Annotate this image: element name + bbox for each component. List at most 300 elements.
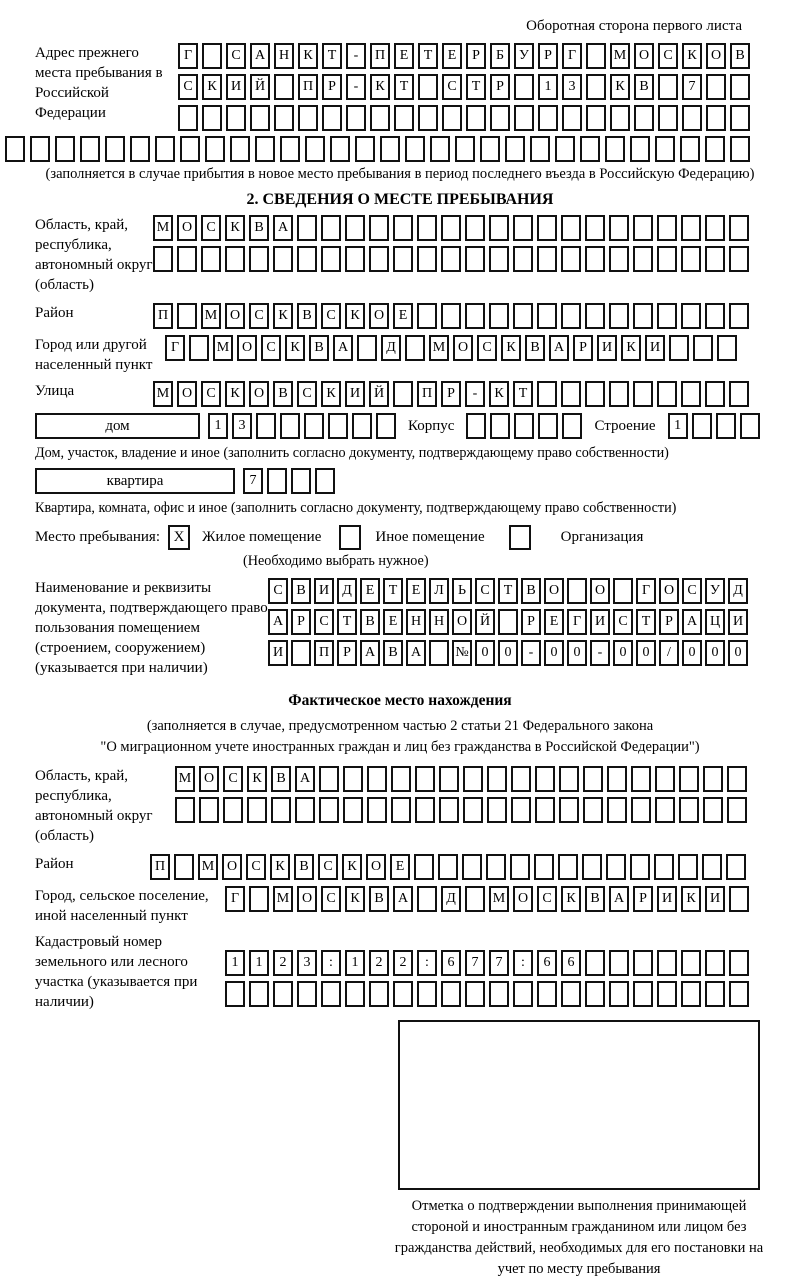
char-box <box>153 246 173 272</box>
char-box: К <box>225 215 245 241</box>
char-box <box>343 797 363 823</box>
ulitsa-label: Улица <box>35 383 75 399</box>
stamp-box <box>398 1020 760 1190</box>
char-box <box>680 136 700 162</box>
char-box: А <box>682 609 702 635</box>
char-box <box>729 886 749 912</box>
char-box <box>705 950 725 976</box>
char-box <box>291 468 311 494</box>
char-box: О <box>177 381 197 407</box>
char-box <box>586 43 606 69</box>
char-box: Д <box>337 578 357 604</box>
char-box <box>297 215 317 241</box>
fact-oblast-grid-row <box>175 766 747 792</box>
char-box: О <box>237 335 257 361</box>
char-box <box>567 578 587 604</box>
char-box <box>273 981 293 1007</box>
char-box <box>585 981 605 1007</box>
char-box <box>489 303 509 329</box>
char-box: А <box>273 215 293 241</box>
char-box <box>415 766 435 792</box>
char-box: 7 <box>489 950 509 976</box>
char-box <box>441 303 461 329</box>
char-box <box>717 335 737 361</box>
char-box: С <box>178 74 198 100</box>
char-box <box>682 105 702 131</box>
doc-grid-row <box>268 578 748 604</box>
char-box: Г <box>636 578 656 604</box>
kadastr-rows <box>225 950 749 1007</box>
prev-address-rows <box>178 43 750 131</box>
char-box <box>729 246 749 272</box>
char-box <box>202 43 222 69</box>
char-box: : <box>417 950 437 976</box>
char-box: - <box>521 640 541 666</box>
char-box: П <box>150 854 170 880</box>
char-box <box>462 854 482 880</box>
char-box <box>370 105 390 131</box>
char-box <box>681 246 701 272</box>
char-box: М <box>610 43 630 69</box>
char-box <box>189 335 209 361</box>
char-box <box>355 136 375 162</box>
fact-title: Фактическое место нахождения <box>288 692 512 709</box>
char-box: С <box>321 303 341 329</box>
char-box: 0 <box>544 640 564 666</box>
char-box: 3 <box>232 413 252 439</box>
char-box: К <box>561 886 581 912</box>
char-box <box>535 766 555 792</box>
inoe-label: Иное помещение <box>375 529 485 545</box>
char-box: В <box>294 854 314 880</box>
char-box <box>304 413 324 439</box>
char-box <box>417 215 437 241</box>
char-box: М <box>273 886 293 912</box>
char-box <box>727 797 747 823</box>
char-box <box>727 766 747 792</box>
char-box <box>702 854 722 880</box>
char-box <box>657 981 677 1007</box>
char-box <box>321 215 341 241</box>
char-box <box>606 854 626 880</box>
char-box <box>561 981 581 1007</box>
char-box <box>513 215 533 241</box>
fact-note-line1: (заполняется в случае, предусмотренном частью 2 статьи 21 Федерального закона <box>146 718 654 734</box>
char-box <box>613 578 633 604</box>
char-box <box>315 468 335 494</box>
char-box: Р <box>573 335 593 361</box>
char-box <box>706 105 726 131</box>
char-box <box>291 640 311 666</box>
char-box: К <box>342 854 362 880</box>
mesto-note: (Необходимо выбрать нужное) <box>243 553 429 569</box>
char-box: О <box>297 886 317 912</box>
char-box: Т <box>498 578 518 604</box>
char-box <box>393 381 413 407</box>
char-box <box>513 981 533 1007</box>
char-box <box>345 215 365 241</box>
char-box <box>417 981 437 1007</box>
char-box <box>511 797 531 823</box>
char-box: К <box>225 381 245 407</box>
char-box <box>256 413 276 439</box>
char-box: В <box>309 335 329 361</box>
char-box: Р <box>291 609 311 635</box>
char-box: Е <box>393 303 413 329</box>
char-box <box>247 797 267 823</box>
char-box <box>655 136 675 162</box>
char-box <box>679 797 699 823</box>
char-box <box>633 381 653 407</box>
char-box: В <box>585 886 605 912</box>
char-box <box>418 74 438 100</box>
page-title: Оборотная сторона первого листа <box>526 18 742 34</box>
char-box: Т <box>418 43 438 69</box>
char-box: И <box>226 74 246 100</box>
char-box <box>455 136 475 162</box>
char-box <box>417 886 437 912</box>
char-box <box>693 335 713 361</box>
char-box <box>561 215 581 241</box>
char-box: С <box>261 335 281 361</box>
char-box: О <box>452 609 472 635</box>
char-box: Т <box>383 578 403 604</box>
char-box: 6 <box>441 950 461 976</box>
char-box <box>555 136 575 162</box>
char-box: Г <box>567 609 587 635</box>
char-box: Н <box>406 609 426 635</box>
char-box <box>226 105 246 131</box>
char-box <box>729 950 749 976</box>
fact-oblast-grid-row <box>175 797 747 823</box>
char-box: 1 <box>225 950 245 976</box>
char-box: 2 <box>369 950 389 976</box>
char-box: С <box>226 43 246 69</box>
char-box <box>730 105 750 131</box>
char-box <box>537 981 557 1007</box>
char-box <box>609 981 629 1007</box>
char-box <box>498 609 518 635</box>
char-box <box>729 215 749 241</box>
char-box <box>489 215 509 241</box>
char-box <box>480 136 500 162</box>
dom-note: Дом, участок, владение и иное (заполнить согласно документу, подтверждающему право собственности) <box>35 445 669 461</box>
char-box <box>740 413 760 439</box>
char-box <box>178 105 198 131</box>
char-box <box>705 381 725 407</box>
char-box <box>703 797 723 823</box>
char-box: Г <box>178 43 198 69</box>
org-label: Организация <box>560 529 644 545</box>
char-box <box>530 136 550 162</box>
char-box: Г <box>225 886 245 912</box>
char-box <box>655 797 675 823</box>
char-box <box>510 854 530 880</box>
char-box <box>535 797 555 823</box>
doc-grid-row <box>268 609 748 635</box>
char-box: С <box>475 578 495 604</box>
char-box <box>439 766 459 792</box>
char-box <box>322 105 342 131</box>
char-box: Ц <box>705 609 725 635</box>
char-box <box>705 246 725 272</box>
char-box <box>654 854 674 880</box>
char-box <box>534 854 554 880</box>
char-box <box>630 854 650 880</box>
char-box: Е <box>390 854 410 880</box>
fact-oblast-field <box>35 766 800 846</box>
char-box: Р <box>337 640 357 666</box>
char-box: В <box>297 303 317 329</box>
char-box: 0 <box>613 640 633 666</box>
char-box <box>376 413 396 439</box>
char-box <box>631 766 651 792</box>
char-box <box>633 246 653 272</box>
fact-oblast-rows <box>175 766 747 823</box>
char-box: Т <box>394 74 414 100</box>
char-box <box>487 766 507 792</box>
char-box <box>393 246 413 272</box>
char-box: 3 <box>297 950 317 976</box>
char-box <box>726 854 746 880</box>
char-box <box>352 413 372 439</box>
char-box: А <box>360 640 380 666</box>
char-box: Д <box>441 886 461 912</box>
char-box: А <box>406 640 426 666</box>
char-box: П <box>153 303 173 329</box>
gorod-field <box>35 335 800 375</box>
char-box <box>369 981 389 1007</box>
char-box: О <box>453 335 473 361</box>
char-box <box>657 950 677 976</box>
char-box <box>321 981 341 1007</box>
char-box <box>610 105 630 131</box>
char-box <box>505 136 525 162</box>
char-box <box>405 136 425 162</box>
char-box <box>633 303 653 329</box>
char-box: 0 <box>567 640 587 666</box>
char-box: Р <box>466 43 486 69</box>
char-box <box>280 136 300 162</box>
char-box <box>343 766 363 792</box>
char-box: Л <box>429 578 449 604</box>
char-box: А <box>250 43 270 69</box>
char-box <box>609 303 629 329</box>
char-box <box>607 797 627 823</box>
char-box <box>609 950 629 976</box>
doc-label: Наименование и реквизиты документа, подтверждающего право пользования помещением (строением, сооружением) (указывается при наличии) <box>35 580 268 676</box>
char-box: М <box>198 854 218 880</box>
doc-field <box>35 578 800 678</box>
char-box <box>202 105 222 131</box>
char-box <box>681 950 701 976</box>
char-box <box>681 381 701 407</box>
char-box <box>657 246 677 272</box>
char-box <box>561 381 581 407</box>
char-box: С <box>201 381 221 407</box>
char-box: Й <box>369 381 389 407</box>
char-box: Е <box>360 578 380 604</box>
char-box <box>465 886 485 912</box>
char-box: А <box>268 609 288 635</box>
char-box: А <box>609 886 629 912</box>
char-box: Е <box>442 43 462 69</box>
char-box <box>5 136 25 162</box>
char-box <box>330 136 350 162</box>
fact-raion-field <box>35 854 800 880</box>
char-box: К <box>345 303 365 329</box>
ulitsa-grid-row <box>153 381 749 407</box>
char-box <box>249 981 269 1007</box>
char-box: О <box>590 578 610 604</box>
dom-box: дом <box>35 413 200 439</box>
char-box: В <box>249 215 269 241</box>
char-box: И <box>728 609 748 635</box>
char-box: К <box>370 74 390 100</box>
prev-address-overflow-row <box>5 136 800 162</box>
char-box: И <box>657 886 677 912</box>
char-box: Р <box>538 43 558 69</box>
char-box <box>730 74 750 100</box>
char-box <box>514 413 534 439</box>
char-box <box>705 215 725 241</box>
char-box <box>705 981 725 1007</box>
char-box: В <box>273 381 293 407</box>
char-box: С <box>442 74 462 100</box>
char-box <box>175 797 195 823</box>
char-box <box>80 136 100 162</box>
char-box <box>298 105 318 131</box>
char-box <box>274 74 294 100</box>
char-box <box>605 136 625 162</box>
char-box: А <box>549 335 569 361</box>
char-box: В <box>271 766 291 792</box>
char-box: С <box>223 766 243 792</box>
char-box: Т <box>322 43 342 69</box>
char-box: С <box>201 215 221 241</box>
char-box: К <box>489 381 509 407</box>
char-box: М <box>153 215 173 241</box>
char-box <box>679 766 699 792</box>
char-box: К <box>682 43 702 69</box>
char-box: / <box>659 640 679 666</box>
char-box <box>537 381 557 407</box>
char-box: 0 <box>636 640 656 666</box>
raion-field <box>35 303 800 329</box>
char-box: Д <box>728 578 748 604</box>
char-box: О <box>544 578 564 604</box>
char-box: Н <box>274 43 294 69</box>
char-box <box>669 335 689 361</box>
char-box <box>346 105 366 131</box>
char-box <box>489 246 509 272</box>
char-box: А <box>333 335 353 361</box>
char-box: № <box>452 640 472 666</box>
char-box <box>255 136 275 162</box>
char-box <box>490 413 510 439</box>
oblast-field <box>35 215 800 295</box>
char-box: С <box>682 578 702 604</box>
char-box <box>609 246 629 272</box>
char-box <box>441 215 461 241</box>
char-box <box>657 381 677 407</box>
char-box: К <box>321 381 341 407</box>
char-box: И <box>314 578 334 604</box>
char-box <box>230 136 250 162</box>
doc-grid-row <box>268 640 748 666</box>
char-box: М <box>175 766 195 792</box>
char-box <box>30 136 50 162</box>
char-box <box>511 766 531 792</box>
char-box: Й <box>475 609 495 635</box>
char-box: И <box>268 640 288 666</box>
char-box: И <box>590 609 610 635</box>
char-box <box>415 797 435 823</box>
oblast-grid-row <box>153 246 749 272</box>
char-box <box>729 381 749 407</box>
char-box <box>267 468 287 494</box>
char-box <box>319 797 339 823</box>
fact-raion-label: Район <box>35 856 74 872</box>
fact-note-line2: "О миграционном учете иностранных граждан и лиц без гражданства в Российской Федерации") <box>100 739 700 755</box>
char-box: Г <box>562 43 582 69</box>
char-box: 0 <box>705 640 725 666</box>
char-box: В <box>360 609 380 635</box>
char-box <box>201 246 221 272</box>
char-box: 1 <box>538 74 558 100</box>
char-box <box>730 136 750 162</box>
char-box <box>55 136 75 162</box>
kvartira-box: квартира <box>35 468 235 494</box>
char-box: В <box>521 578 541 604</box>
char-box <box>105 136 125 162</box>
char-box <box>537 246 557 272</box>
stamp-caption: Отметка о подтверждении выполнения принимающей стороной и иностранным гражданином или лицом без гражданства действий, необходимых для его постановки на учет по месту пребывания <box>394 1198 764 1277</box>
char-box: Е <box>383 609 403 635</box>
char-box <box>729 981 749 1007</box>
char-box: О <box>366 854 386 880</box>
fact-oblast-label: Область, край, республика, автономный округ (область) <box>35 768 153 844</box>
char-box <box>559 766 579 792</box>
char-box <box>305 136 325 162</box>
char-box <box>271 797 291 823</box>
char-box: 2 <box>393 950 413 976</box>
char-box <box>583 766 603 792</box>
char-box <box>345 246 365 272</box>
char-box <box>655 766 675 792</box>
char-box: В <box>291 578 311 604</box>
char-box: 1 <box>249 950 269 976</box>
char-box: Н <box>429 609 449 635</box>
char-box <box>442 105 462 131</box>
char-box <box>607 766 627 792</box>
char-box <box>295 797 315 823</box>
char-box <box>486 854 506 880</box>
char-box <box>513 246 533 272</box>
char-box <box>417 246 437 272</box>
oblast-grid-row <box>153 215 749 241</box>
char-box: 3 <box>562 74 582 100</box>
char-box <box>155 136 175 162</box>
char-box <box>538 413 558 439</box>
char-box: : <box>513 950 533 976</box>
char-box <box>514 74 534 100</box>
char-box: К <box>501 335 521 361</box>
char-box: Т <box>636 609 656 635</box>
char-box: С <box>314 609 334 635</box>
char-box <box>439 797 459 823</box>
char-box: О <box>659 578 679 604</box>
